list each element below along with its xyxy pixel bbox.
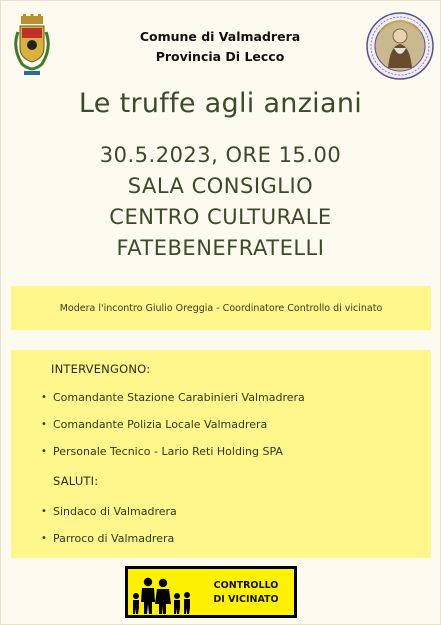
list-item: • Comandante Polizia Locale Valmadrera [41,411,305,438]
neighborhood-watch-badge [125,566,297,618]
event-venue-line3: FATEBENEFRATELLI [116,236,325,260]
list-item: • Parroco di Valmadrera [41,525,177,552]
badge-line2: DI VICINATO [213,594,279,605]
municipal-crest-icon [12,14,52,80]
greetings-heading: SALUTI: [53,474,99,488]
header-block [120,27,320,67]
municipality-name: Comune di Valmadrera [139,29,301,44]
event-details [0,140,441,264]
list-item: • Sindaco di Valmadrera [41,498,177,525]
list-item: • Comandante Stazione Carabinieri Valmadrera [41,384,305,411]
page-title: Le truffe agli anziani [78,88,363,119]
moderator-banner [11,286,431,330]
list-item: • Personale Tecnico - Lario Reti Holding SPA [41,438,305,465]
greetings-list [41,498,177,552]
province-name: Provincia Di Lecco [155,49,285,64]
speakers-list [41,384,305,465]
badge-inner [128,569,294,615]
parish-seal-icon [366,12,434,80]
event-venue-line1: SALA CONSIGLIO [127,174,314,198]
badge-line1: CONTROLLO [213,580,279,591]
event-datetime: 30.5.2023, ORE 15.00 [99,143,342,167]
moderator-text: Modera l'incontro Giulio Oreggia - Coordinatore Controllo di vicinato [59,302,383,314]
family-walking-icon [130,574,200,616]
event-venue-line2: CENTRO CULTURALE [109,205,332,229]
badge-label [200,579,292,607]
speakers-heading: INTERVENGONO: [51,362,151,376]
speakers-panel [11,350,431,558]
